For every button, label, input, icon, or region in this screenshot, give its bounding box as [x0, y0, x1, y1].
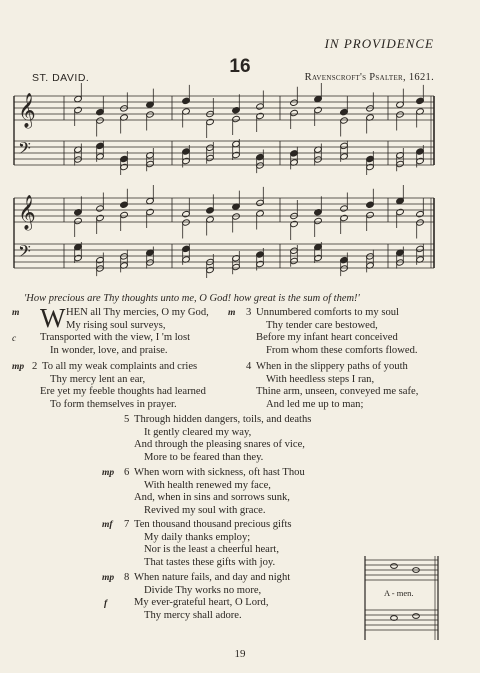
verse-line: Thy mercy lent an ear, — [50, 373, 146, 385]
stanza-3 — [228, 307, 466, 357]
verse-line: HEN all Thy mercies, O my God, — [66, 307, 209, 318]
verse-line: And, when in sins and sorrows sunk, — [134, 492, 290, 504]
epigraph: 'How precious are Thy thoughts unto me, O God! how great is the sum of them!' — [24, 293, 360, 304]
verse-line: With health renewed my face, — [144, 479, 271, 491]
verse-line: My rising soul surveys, — [66, 319, 166, 331]
verse-line: Through hidden dangers, toils, and deaths — [134, 414, 312, 425]
verse-line: Unnumbered comforts to my soul — [256, 307, 399, 318]
bass-clef-icon: 𝄢 — [18, 241, 31, 265]
stanza-5 — [124, 414, 364, 464]
stanza-4 — [246, 361, 466, 411]
verse-line: Thine arm, unseen, conveyed me safe, — [256, 386, 419, 398]
verse-line: That tastes these gifts with joy. — [144, 556, 276, 568]
dynamic-marking: m — [12, 308, 20, 318]
verse-number: 8 — [124, 572, 130, 583]
bass-clef-icon: 𝄢 — [18, 138, 31, 162]
drop-cap: W — [40, 303, 66, 333]
verse-line: Thy mercy shall adore. — [144, 609, 242, 621]
verse-line: Thy tender care bestowed, — [266, 319, 378, 331]
verse-line: My daily thanks employ; — [144, 531, 251, 543]
verse-number: 4 — [246, 361, 252, 372]
verse-line: And led me up to man; — [266, 398, 364, 410]
verse-line: To all my weak complaints and cries — [42, 361, 198, 372]
treble-clef-icon: 𝄞 — [18, 93, 36, 128]
verse-line: And through the pleasing snares of vice, — [134, 439, 305, 451]
verse-line: From whom these comforts flowed. — [266, 344, 418, 356]
verse-line: Before my infant heart conceived — [256, 332, 398, 344]
tune-source: Ravenscroft's Psalter, 1621. — [304, 72, 434, 83]
verse-line: Divide Thy works no more, — [144, 584, 262, 596]
verse-line: To form themselves in prayer. — [50, 398, 177, 410]
tune-name: ST. DAVID. — [32, 72, 90, 84]
verse-line: In wonder, love, and praise. — [50, 344, 168, 356]
stanza-2 — [12, 361, 240, 411]
note — [391, 564, 398, 569]
stanza-1 — [12, 303, 230, 357]
dynamic-marking: mp — [102, 468, 115, 478]
verse-line: More to be feared than they. — [144, 451, 264, 463]
section-title: IN PROVIDENCE — [324, 36, 434, 51]
verse-line: When worn with sickness, oft hast Thou — [134, 467, 305, 478]
dynamic-marking: f — [104, 599, 108, 609]
amen-text: A - men. — [384, 588, 414, 598]
verse-line: With heedless steps I ran, — [266, 373, 375, 385]
dynamic-marking: mp — [12, 362, 25, 372]
verse-number: 3 — [246, 307, 252, 318]
hymn-number: 16 — [229, 56, 251, 77]
verse-line: Revived my soul with grace. — [144, 504, 266, 516]
stanza-7 — [102, 519, 364, 569]
verse-line: Ere yet my feeble thoughts had learned — [40, 386, 206, 398]
amen-score — [364, 552, 440, 644]
verse-number: 6 — [124, 467, 130, 478]
verse-line: Transported with the view, I 'm lost — [40, 332, 191, 344]
verse-number: 5 — [124, 414, 130, 425]
verse-line: My ever-grateful heart, O Lord, — [134, 597, 269, 609]
amen-staff-svg — [364, 552, 440, 644]
verse-line: It gently cleared my way, — [144, 426, 252, 438]
dynamic-marking: c — [12, 334, 17, 344]
dynamic-marking: mf — [102, 520, 113, 530]
verse-line: When in the slippery paths of youth — [256, 361, 408, 372]
verse-line: When nature fails, and day and night — [134, 572, 291, 583]
verse-number: 2 — [32, 361, 38, 372]
page-number: 19 — [234, 648, 246, 660]
dynamic-marking: m — [228, 308, 236, 318]
note — [413, 614, 420, 619]
verse-line: Nor is the least a cheerful heart, — [144, 544, 280, 556]
stanza-8 — [102, 572, 364, 622]
treble-clef-icon: 𝄞 — [18, 195, 36, 230]
verse-line: Ten thousand thousand precious gifts — [134, 519, 292, 530]
dynamic-marking: mp — [102, 573, 115, 583]
stanza-6 — [102, 467, 364, 517]
verse-number: 7 — [124, 519, 130, 530]
